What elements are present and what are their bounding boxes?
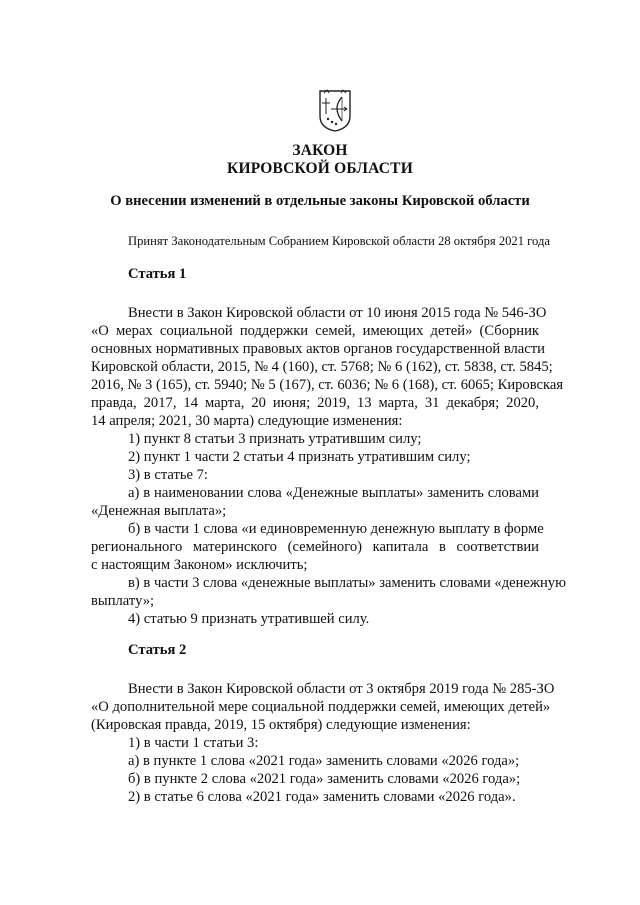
article-1-subitem: выплату»; — [91, 593, 155, 609]
article-1-line: основных нормативных правовых актов органов государственной власти — [91, 341, 545, 357]
article-1-subitem: «Денежная выплата»; — [91, 503, 227, 519]
article-2-line: (Кировская правда, 2019, 15 октября) следующие изменения: — [91, 717, 471, 733]
article-2-item: 1) в части 1 статьи 3: — [128, 735, 259, 751]
article-2-subitem: а) в пункте 1 слова «2021 года» заменить словами «2026 года»; — [128, 753, 520, 769]
article-1-line: 2016, № 3 (165), ст. 5940; № 5 (167), ст. 6036; № 6 (168), ст. 6065; Кировская — [91, 377, 564, 393]
coat-of-arms-icon — [318, 88, 352, 132]
article-2-line: Внести в Закон Кировской области от 3 октября 2019 года № 285-ЗО — [128, 681, 555, 697]
article-1-line: правда, 2017, 14 марта, 20 июня; 2019, 13 марта, 31 декабря; 2020, — [91, 395, 539, 411]
article-1-heading: Статья 1 — [128, 266, 187, 282]
article-1-subitem: б) в части 1 слова «и единовременную денежную выплату в форме — [128, 521, 544, 537]
article-2-line: «О дополнительной мере социальной поддержки семей, имеющих детей» — [91, 699, 551, 715]
law-subtitle: О внесении изменений в отдельные законы Кировской области — [110, 193, 530, 209]
article-1-line: Кировской области, 2015, № 4 (160), ст. 5768; № 6 (162), ст. 5838, ст. 5845; — [91, 359, 553, 375]
law-region-title: КИРОВСКОЙ ОБЛАСТИ — [227, 160, 413, 177]
article-1-subitem: в) в части 3 слова «денежные выплаты» заменить словами «денежную — [128, 575, 566, 591]
adoption-note: Принят Законодательным Собранием Кировской области 28 октября 2021 года — [128, 234, 550, 248]
article-1-item: 3) в статье 7: — [128, 467, 208, 483]
article-1-item: 2) пункт 1 части 2 статьи 4 признать утратившим силу; — [128, 449, 471, 465]
article-1-line: «О мерах социальной поддержки семей, имеющих детей» (Сборник — [91, 323, 539, 339]
article-2-subitem: б) в пункте 2 слова «2021 года» заменить словами «2026 года»; — [128, 771, 521, 787]
law-title: ЗАКОН — [292, 142, 348, 159]
article-1-line: 14 апреля; 2021, 30 марта) следующие изменения: — [91, 413, 403, 429]
article-1-subitem: с настоящим Законом» исключить; — [91, 557, 308, 573]
article-1-subitem: а) в наименовании слова «Денежные выплаты» заменить словами — [128, 485, 539, 501]
article-1-item: 4) статью 9 признать утратившей силу. — [128, 611, 370, 627]
article-2-item: 2) в статье 6 слова «2021 года» заменить словами «2026 года». — [128, 789, 516, 805]
article-2-heading: Статья 2 — [128, 642, 187, 658]
article-1-subitem: регионального материнского (семейного) капитала в соответствии — [91, 539, 539, 555]
article-1-line: Внести в Закон Кировской области от 10 июня 2015 года № 546-ЗО — [128, 305, 547, 321]
article-1-item: 1) пункт 8 статьи 3 признать утратившим силу; — [128, 431, 422, 447]
